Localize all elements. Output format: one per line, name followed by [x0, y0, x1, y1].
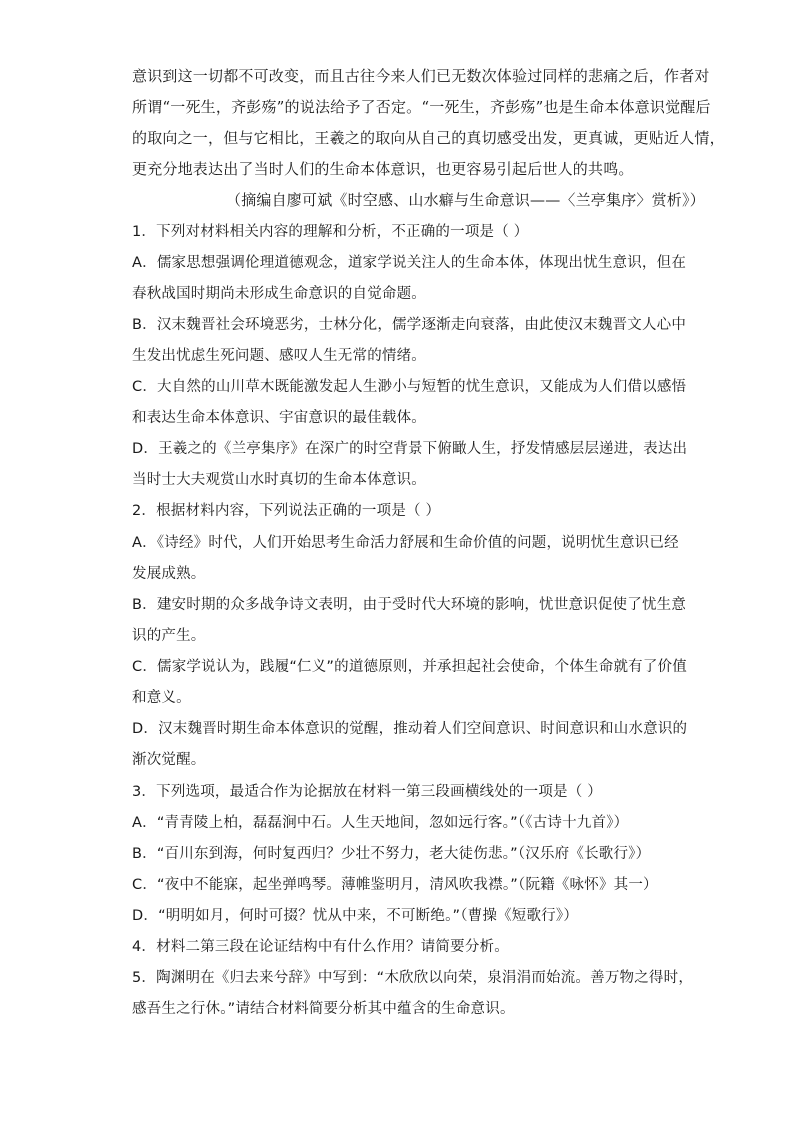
passage-line: 的取向之一，但与它相比，王羲之的取向从自己的真切感受出发，更真诚，更贴近人情， [132, 129, 725, 147]
question-1-option-b: B．汉末魏晋社会环境恶劣，士林分化，儒学逐渐走向衰落，由此使汉末魏晋文人心中 [132, 317, 687, 333]
passage-source: （摘编自廖可斌《时空感、山水癖与生命意识——〈兰亭集序〉赏析》） [226, 191, 705, 209]
passage-line: 更充分地表达出了当时人们的生命本体意识，也更容易引起后世人的共鸣。 [132, 160, 634, 178]
question-1-option-a: A．儒家思想强调伦理道德观念，道家学说关注人的生命本体，体现出忧生意识，但在 [132, 255, 687, 271]
question-1-option-d: D．王羲之的《兰亭集序》在深广的时空背景下俯瞰人生，抒发情感层层递进，表达出 [132, 441, 688, 457]
question-1-option-a-cont: 春秋战国时期尚未形成生命意识的自觉命题。 [132, 286, 426, 302]
question-2-option-a-cont: 发展成熟。 [132, 566, 206, 582]
question-3-stem: 3．下列选项，最适合作为论据放在材料一第三段画横线处的一项是（ ） [132, 784, 602, 800]
question-1-option-c: C．大自然的山川草木既能激发起人生渺小与短暂的忧生意识，又能成为人们借以感悟 [132, 379, 687, 395]
question-2-option-d: D．汉末魏晋时期生命本体意识的觉醒，推动着人们空间意识、时间意识和山水意识的 [132, 721, 688, 737]
question-5-stem-cont: 感吾生之行休。”请结合材料简要分析其中蕴含的生命意识。 [132, 1001, 515, 1017]
question-4-stem: 4．材料二第三段在论证结构中有什么作用？请简要分析。 [132, 939, 509, 955]
question-1-stem: 1．下列对材料相关内容的理解和分析，不正确的一项是（ ） [132, 224, 529, 240]
question-2-option-a: A．《诗经》时代，人们开始思考生命活力舒展和生命价值的问题，说明忧生意识已经 [132, 535, 679, 551]
question-5-stem: 5．陶渊明在《归去来兮辞》中写到：“木欣欣以向荣，泉涓涓而始流。善万物之得时， [132, 970, 694, 986]
question-3-option-d: D．“明明如月，何时可掇？忧从中来，不可断绝。”（曹操《短歌行》） [132, 908, 579, 924]
question-1-option-d-cont: 当时士大夫观赏山水时真切的生命本体意识。 [132, 472, 426, 488]
question-2-option-c-cont: 和意义。 [132, 690, 191, 706]
question-1-option-b-cont: 生发出忧虑生死问题、感叹人生无常的情绪。 [132, 348, 426, 364]
question-2-option-d-cont: 渐次觉醒。 [132, 752, 206, 768]
question-1-option-c-cont: 和表达生命本体意识、宇宙意识的最佳载体。 [132, 410, 426, 426]
question-2-stem: 2．根据材料内容，下列说法正确的一项是（ ） [132, 503, 441, 519]
question-3-option-b: B．“百川东到海，何时复西归？少壮不努力，老大徒伤悲。”（汉乐府《长歌行》） [132, 846, 651, 862]
question-2-option-b-cont: 识的产生。 [132, 628, 206, 644]
question-2-option-b: B．建安时期的众多战争诗文表明，由于受时代大环境的影响，忧世意识促使了忧生意 [132, 597, 687, 613]
question-3-option-a: A．“青青陵上柏，磊磊涧中石。人生天地间，忽如远行客。”（《古诗十九首》） [132, 815, 629, 831]
question-3-option-c: C．“夜中不能寐，起坐弹鸣琴。薄帷鉴明月，清风吹我襟。”（阮籍《咏怀》其一） [132, 877, 658, 893]
question-2-option-c: C．儒家学说认为，践履“仁义”的道德原则，并承担起社会使命，个体生命就有了价值 [132, 659, 687, 675]
passage-line: 所谓“一死生，齐彭殇”的说法给予了否定。“一死生，齐彭殇”也是生命本体意识觉醒后 [132, 98, 711, 116]
passage-line: 意识到这一切都不可改变，而且古往今来人们已无数次体验过同样的悲痛之后，作者对 [132, 67, 710, 85]
